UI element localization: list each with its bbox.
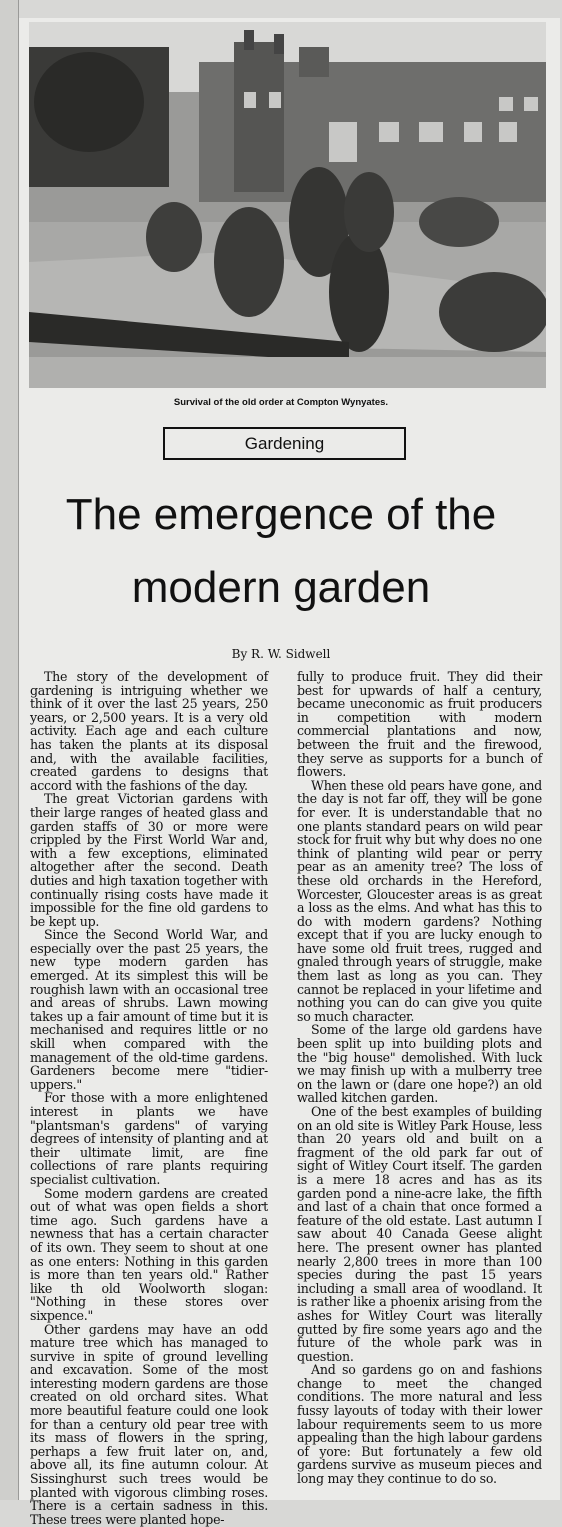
paragraph: Some of the large old gardens have been split up into building plots and the "big house" demolished. With luck we may finish up with a mulberry tree on the lawn or (dare one hope?) an old walled kitchen garden. bbox=[297, 1022, 542, 1106]
paragraph: Other gardens may have an odd mature tree which has managed to survive in spite of ground levelling and excavation. Some of the most interesting modern gardens are those created on old orchard sites. What more beautiful feature could one look for than a century old pear tree with its mass of flowers in the spring, perhaps a few fruit later on, and, above all, its fine autumn colour. At Sissinghurst such trees would be planted with vigorous climbing roses. There is a certain sadness in this. These trees were planted hope- bbox=[30, 1321, 268, 1527]
paragraph: One of the best examples of building on an old site is Witley Park House, less than 20 years old and built on a fragment of the old park far out of sight of Witley Court itself. The garden is a mere 18 acres and has as its garden pond a nine-acre lake, the fifth and last of a chain that once formed a feature of the old estate. Last autumn I saw about 40 Canada Geese alight here. The present owner has planted nearly 2,800 trees in more than 100 species during the past 15 years including a small area of woodland. It is rather like a phoenix arising from the ashes for Witley Court was literally gutted by fire some years ago and the future of the whole park was in question. bbox=[297, 1104, 542, 1364]
paragraph: The great Victorian gardens with their large ranges of heated glass and garden staffs of 30 or more were crippled by the First World War and, with a few exceptions, eliminated altogether after the second. Death duties and high taxation together with continually rising costs have made it impossible for the fine old gardens to be kept up. bbox=[30, 791, 268, 929]
paragraph: When these old pears have gone, and the day is not far off, they will be gone for ever. It is understandable that no one plants standard pears on wild pear stock for fruit why but why does no one think of planting wild pear or perry pear as an amenity tree? The loss of these old orchards in the Hereford, Worcester, Gloucester areas is as great a loss as the elms. And what has this to do with modern gardens? Nothing except that if you are lucky enough to have some old fruit trees, rugged and gnaled through years of struggle, make them last as long as you can. They cannot be replaced in your lifetime and nothing you can do can give you quite so much character. bbox=[297, 777, 542, 1024]
article-column-1 bbox=[30, 670, 268, 1526]
headline-line-1: The emergence of the bbox=[65, 490, 497, 539]
paragraph: And so gardens go on and fashions change to meet the changed conditions. The more natural and less fussy layouts of today with their lower labour requirements seem to us more appealing than the high labour gardens of yore: But fortunately a few old gardens survive as museum pieces and long may they continue to do so. bbox=[297, 1362, 542, 1487]
headline-line-2: modern garden bbox=[131, 563, 431, 612]
garden-photo bbox=[29, 22, 546, 388]
paragraph: Some modern gardens are created out of what was open fields a short time ago. Such gardens have a newness that has a certain character of its own. They seem to shout at one as one enters: Nothing in this garden is more than ten years old." Rather like th old Woolworth slogan: "Nothing in these stores over sixpence." bbox=[30, 1185, 268, 1323]
adjacent-page-strip bbox=[0, 0, 19, 1500]
article-column-2 bbox=[297, 670, 542, 1486]
paragraph: For those with a more enlightened interest in plants we have "plantsman's gardens" of varying degrees of intensity of planting and at their ultimate limit, are fine collections of rare plants requiring specialist cultivation. bbox=[30, 1090, 268, 1187]
paragraph: The story of the development of gardening is intriguing whether we think of it over the last 25 years, 250 years, or 2,500 years. It is a very old activity. Each age and each culture has taken the plants at its disposal and, with the available facilities, created gardens to designs that accord with the fashions of the day. bbox=[30, 669, 268, 793]
topiary-garden-image bbox=[29, 22, 546, 388]
section-label: Gardening bbox=[163, 427, 406, 460]
paragraph: Since the Second World War, and especially over the past 25 years, the new type modern garden has emerged. At its simplest this will be roughish lawn with an occasional tree and areas of shrubs. Lawn mowing takes up a fair amount of time but it is mechanised and requires little or no skill when compared with the management of the old-time gardens. Gardeners become mere "tidier-uppers." bbox=[30, 927, 268, 1092]
paragraph: fully to produce fruit. They did their best for upwards of half a century, became uneconomic as fruit producers in competition with modern commercial plantations and now, between the fruit and the firewood, they serve as supports for a bunch of flowers. bbox=[297, 669, 542, 780]
photo-caption: Survival of the old order at Compton Wynyates. bbox=[173, 397, 389, 408]
byline: By R. W. Sidwell bbox=[231, 647, 331, 661]
